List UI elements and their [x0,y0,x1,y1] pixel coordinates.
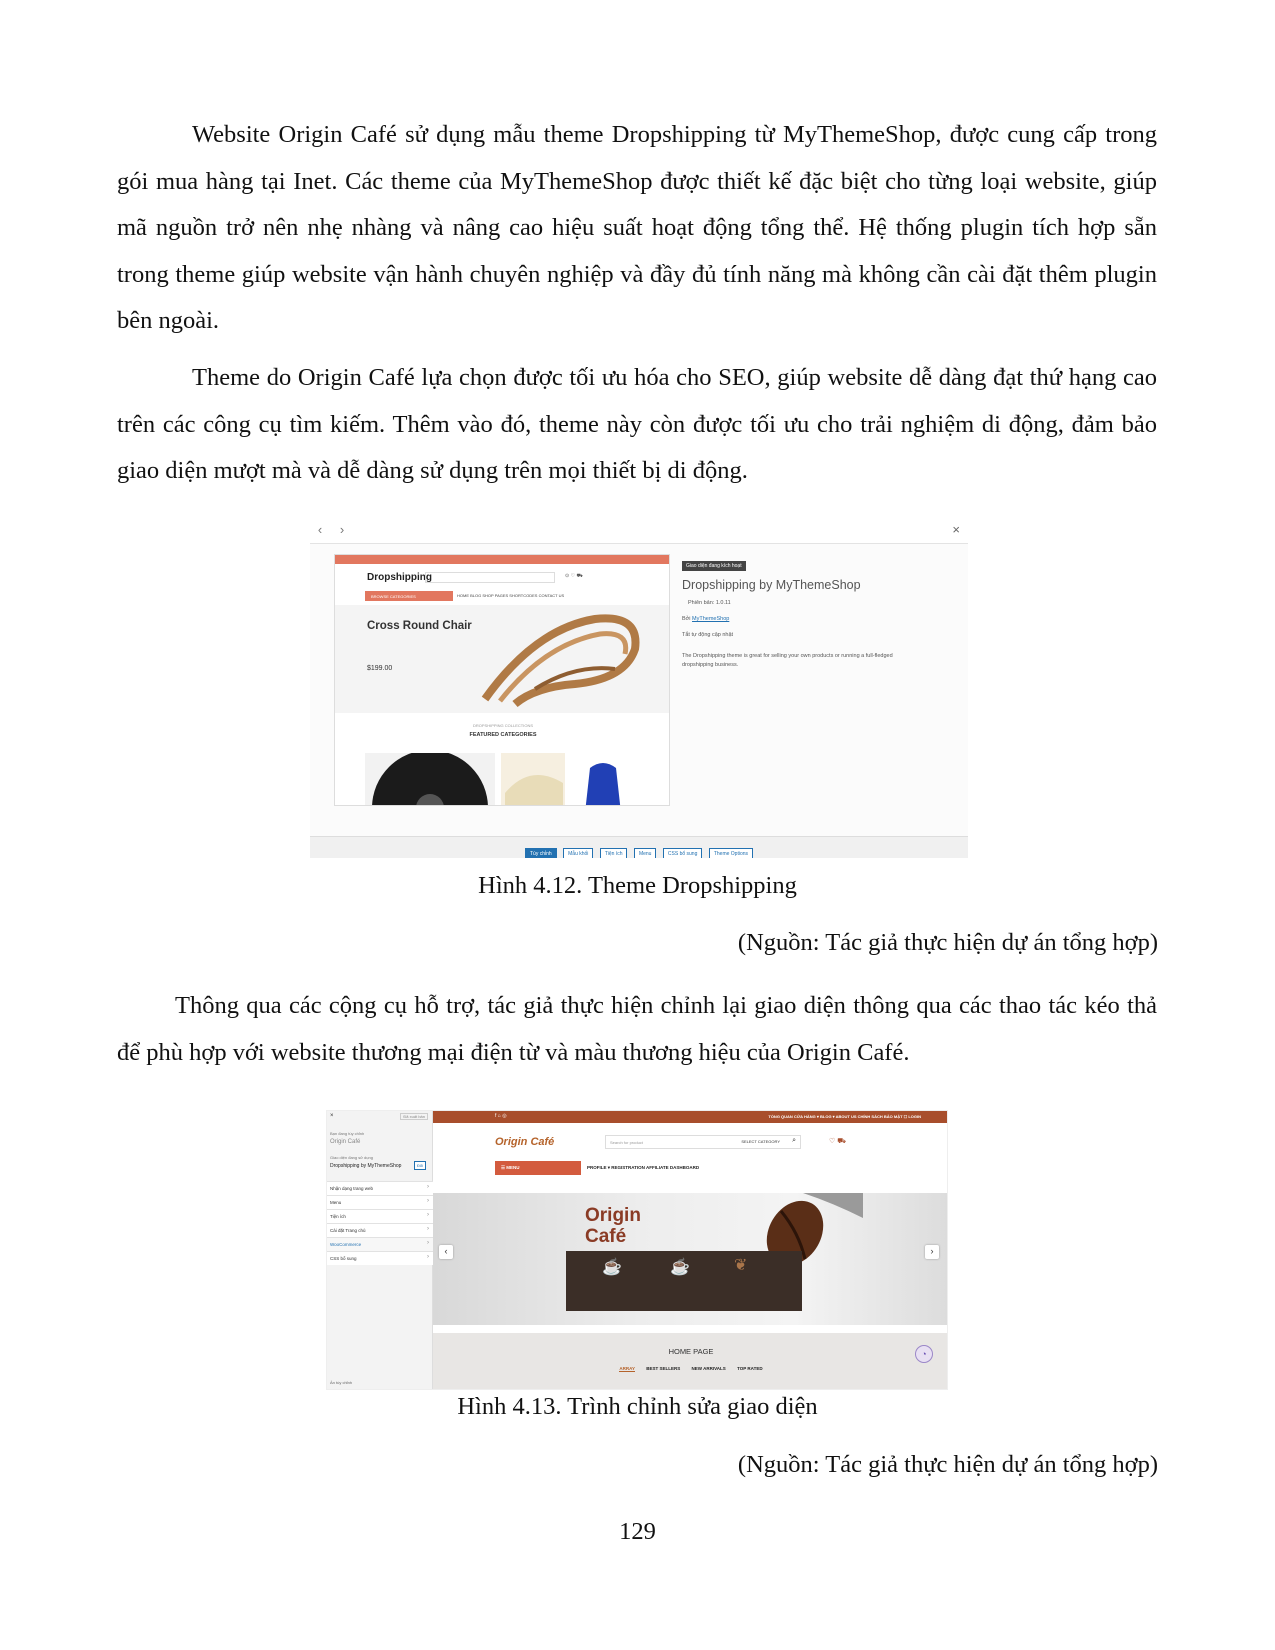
product-search-input[interactable]: Search for product SELECT CATEGORY ⌕ [605,1135,801,1149]
paragraph-1: Website Origin Café sử dụng mẫu theme Dropshipping từ MyThemeShop, được cung cấp trong gói mua hàng tại Inet. Các theme của MyThemeShop được thiết kế đặc biệt cho từng loại website, giúp mã nguồn trở nên nhẹ nhàng và nâng cao hiệu suất hoạt động tổng thể. Hệ thống plugin tích hợp sẵn trong theme giúp website vận hành chuyên nghiệp và đầy đủ tính năng mà không cần cài đặt thêm plugin bên ngoài. [117,121,1157,334]
customizer-sidebar [327,1111,433,1390]
chevron-right-icon: › [427,1240,429,1246]
change-theme-button[interactable]: Đổi [414,1161,426,1170]
preview-logo: Dropshipping [367,572,432,583]
hero-title: Origin Café [585,1205,641,1247]
product-tabs [433,1366,948,1371]
figure-theme-dropshipping [310,518,968,858]
featured-title: FEATURED CATEGORIES [469,732,537,738]
site-logo[interactable]: Origin Café [495,1136,555,1148]
category-select[interactable]: SELECT CATEGORY [741,1139,780,1144]
chevron-right-icon: › [427,1226,429,1232]
tab-customize[interactable]: Tùy chỉnh [525,848,557,858]
active-theme-label: Giao diện đang sử dụng [330,1155,373,1160]
figure-theme-customizer [326,1110,948,1390]
main-nav-links[interactable]: PROFILE ▾ REGISTRATION AFFILIATE DASHBOARD [587,1165,700,1170]
slider-prev-arrow-icon[interactable]: ‹ [439,1245,453,1259]
tab-new-arrivals[interactable]: NEW ARRIVALS [691,1366,726,1371]
site-name: Origin Café [330,1139,361,1145]
top-nav-links[interactable]: TỔNG QUAN CỬA HÀNG ▾ BLOG ▾ ABOUT US CHÍNH SÁCH BẢO MẬT ☐ LOGIN [768,1114,921,1119]
preview-hero [335,605,670,713]
preview-nav-links: HOME BLOG SHOP PAGES SHORTCODES CONTACT US [457,593,565,598]
tab-best-sellers[interactable]: BEST SELLERS [646,1366,681,1371]
search-icon[interactable]: ⌕ [792,1137,796,1144]
figure-1-caption: Hình 4.12. Theme Dropshipping [478,872,797,899]
wishlist-cart-icon[interactable]: ♡ ⛟ [829,1138,847,1145]
customizing-label: Bạn đang tùy chỉnh [330,1131,365,1136]
sidebar-item-woocommerce[interactable]: WooCommerce › [327,1237,433,1251]
sidebar-item-additional-css[interactable]: CSS bổ sung › [327,1251,433,1265]
hide-controls-button[interactable]: Ẩn tùy chỉnh [330,1380,353,1385]
close-icon[interactable]: × [330,1113,334,1119]
forward-arrow-icon[interactable]: › [339,522,345,537]
publish-button[interactable]: Đã xuất bản [400,1113,428,1120]
back-arrow-icon[interactable]: ‹ [317,522,323,537]
tab-block-patterns[interactable]: Mẫu khối [563,848,593,858]
page-number: 129 [619,1518,656,1545]
theme-info-panel [682,554,952,670]
active-theme-badge: Giao diện đang kích hoạt [682,561,746,571]
feature-box [566,1251,802,1311]
hero-banner [433,1193,948,1325]
theme-preview [334,554,670,806]
theme-description: The Dropshipping theme is great for selling your own products or running a full-fledged dropshipping business. [682,653,893,668]
sidebar-item-widgets[interactable]: Tiện ích › [327,1209,433,1223]
site-preview [433,1111,948,1390]
theme-version: Phiên bản: 1.0.11 [688,600,731,606]
coffee-cup-icon: ☕ [602,1259,622,1276]
tab-top-rated[interactable]: TOP RATED [737,1366,763,1371]
active-theme-name: Dropshipping by MyThemeShop [330,1163,402,1169]
sidebar-item-homepage-settings[interactable]: Cài đặt Trang chủ › [327,1223,433,1237]
figure-2-caption: Hình 4.13. Trình chỉnh sửa giao diện [457,1393,818,1420]
coffee-cup-icon: ☕ [670,1259,690,1276]
site-top-bar [433,1111,948,1123]
slider-next-arrow-icon[interactable]: › [925,1245,939,1259]
social-icons[interactable]: f ⌂ ◎ [495,1113,507,1119]
chevron-right-icon: › [427,1198,429,1204]
customizer-toolbar [310,518,968,544]
featured-subtitle: DROPSHIPPING COLLECTIONS [472,723,533,728]
preview-cart-icon: ⊙ ♡ ⛟ [565,573,583,579]
tab-additional-css[interactable]: CSS bổ sung [663,848,702,858]
coffee-plant-icon: ❦ [734,1257,748,1274]
preview-hero-title: Cross Round Chair [367,620,472,632]
chat-widget-icon[interactable]: ◔ [915,1345,933,1363]
tab-theme-options[interactable]: Theme Options [709,848,753,858]
category-cards [365,753,655,806]
chair-image [475,609,645,709]
figure-2-source: (Nguồn: Tác giả thực hiện dự án tổng hợp) [737,1451,1158,1478]
tab-array[interactable]: ARRAY [619,1366,635,1371]
home-page-section [433,1333,948,1390]
figure-1-source: (Nguồn: Tác giả thực hiện dự án tổng hợp) [737,929,1158,956]
theme-name: Dropshipping by MyThemeShop [682,578,861,592]
chevron-right-icon: › [427,1212,429,1218]
preview-browse-menu: BROWSE CATEGORIES [365,591,453,601]
preview-hero-price: $199.00 [367,665,393,672]
auto-update-toggle[interactable]: Tắt tự động cập nhật [682,632,734,638]
sidebar-item-menu[interactable]: Menu › [327,1195,433,1209]
sidebar-item-site-identity[interactable]: Nhận dạng trang web › [327,1181,433,1195]
theme-action-tabs [310,836,968,858]
menu-button[interactable]: ☰ MENU [495,1161,581,1175]
preview-search-input [425,572,555,583]
tab-widgets[interactable]: Tiện ích [600,848,628,858]
chevron-right-icon: › [427,1254,429,1260]
tab-menu[interactable]: Menu [634,848,657,858]
theme-author: Bởi MyThemeShop [682,616,730,622]
author-link[interactable]: MyThemeShop [692,616,730,622]
close-icon[interactable]: × [952,522,960,537]
home-page-heading: HOME PAGE [668,1347,714,1356]
paragraph-2: Theme do Origin Café lựa chọn được tối ưu hóa cho SEO, giúp website dễ dàng đạt thứ hạng cao trên các công cụ tìm kiếm. Thêm vào đó, theme này còn được tối ưu cho trải nghiệm di động, đảm bảo giao diện mượt mà và dễ dàng sử dụng trên mọi thiết bị di động. [117,364,1157,484]
paragraph-3: Thông qua các cộng cụ hỗ trợ, tác giả thực hiện chỉnh lại giao diện thông qua các thao tác kéo thả để phù hợp với website thương mại điện từ và màu thương hiệu của Origin Café. [117,992,1157,1066]
chevron-right-icon: › [427,1184,429,1190]
